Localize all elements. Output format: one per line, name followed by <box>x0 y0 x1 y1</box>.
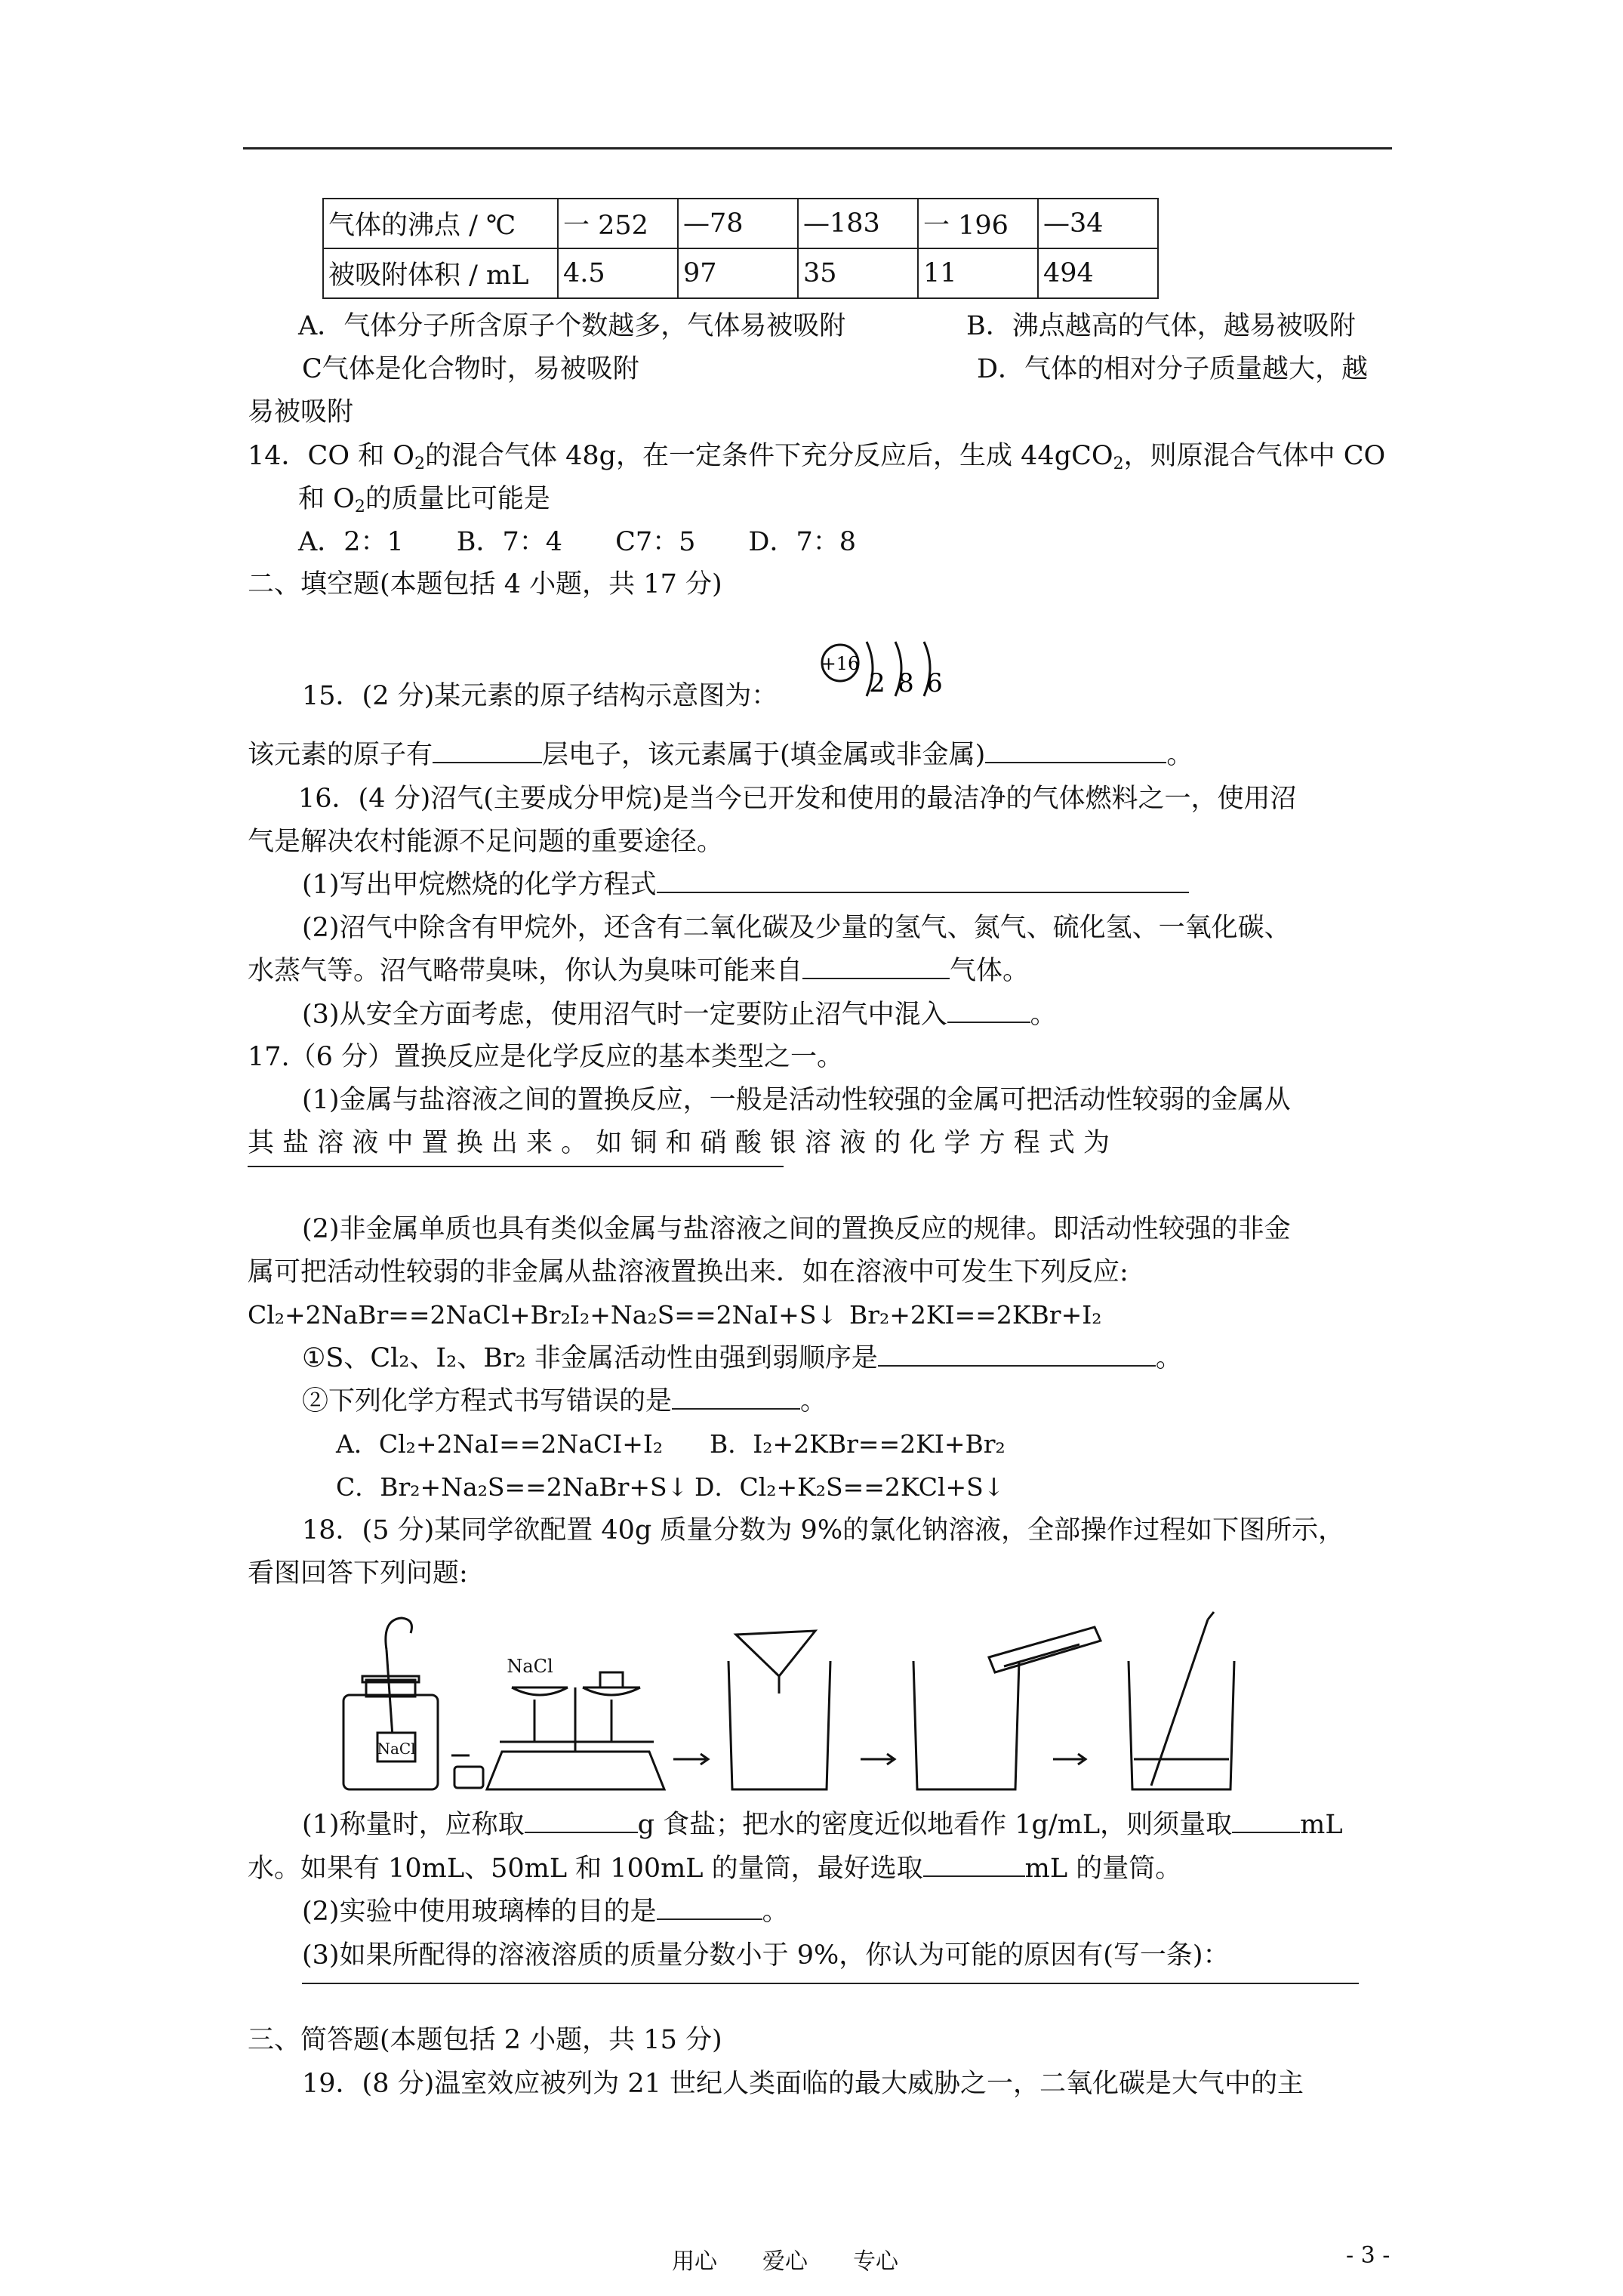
gas-data-table <box>322 198 1159 299</box>
q18-part1-cont <box>248 1851 1181 1887</box>
balance-label: NaCl <box>507 1656 553 1677</box>
balance-scale-icon <box>487 1656 664 1789</box>
bottle-label: NaCl <box>377 1740 416 1758</box>
answer-blank[interactable] <box>433 738 542 763</box>
q16-stem: 16．(4 分)沼气(主要成分甲烷)是当今已开发和使用的最洁净的气体燃料之一，使用沼 <box>298 784 1297 814</box>
table-cell: 被吸附体积 / mL <box>323 248 558 298</box>
reaction-1: Cl₂+2NaBr==2NaCl+Br₂ <box>248 1300 571 1330</box>
q17-option-b: B．I₂+2KBr==2KI+Br₂ <box>710 1429 1006 1459</box>
q14-text: ，则原混合气体中 CO <box>1123 441 1386 471</box>
q18-text: (2)实验中使用玻璃棒的目的是 <box>302 1897 657 1927</box>
q17-sub1 <box>302 1340 1182 1376</box>
q17-text: ①S、Cl₂、I₂、Br₂ 非金属活动性由强到弱顺序是 <box>302 1343 878 1373</box>
answer-blank[interactable] <box>947 997 1030 1023</box>
answer-blank[interactable] <box>802 954 950 979</box>
answer-blank[interactable] <box>302 1983 1359 1984</box>
table-cell: 一 196 <box>918 199 1038 248</box>
answer-blank[interactable] <box>985 738 1166 763</box>
q17-text: 。 <box>1155 1343 1182 1373</box>
atom-structure-diagram <box>814 631 965 714</box>
q17-option-d: D．Cl₂+K₂S==2KCl+S↓ <box>694 1472 1005 1502</box>
table-cell: 4.5 <box>558 248 678 298</box>
q17-option-a: A．Cl₂+2NaI==2NaCI+I₂ <box>336 1429 664 1459</box>
table-cell: —183 <box>798 199 918 248</box>
q19-stem: 19．(8 分)温室效应被列为 21 世纪人类面临的最大威胁之一，二氧化碳是大气中的主 <box>302 2069 1304 2099</box>
nucleus-charge: +16 <box>821 653 860 674</box>
shell-electrons: 8 <box>898 668 914 698</box>
q14-stem-cont <box>298 481 550 517</box>
q16-text: (3)从安全方面考虑，使用沼气时一定要防止沼气中混入 <box>302 1000 947 1030</box>
table-cell: —34 <box>1038 199 1158 248</box>
q18-part2 <box>302 1894 789 1930</box>
q16-part3 <box>302 997 1057 1033</box>
bottle-stopper-icon <box>454 1767 483 1788</box>
q16-text: 水蒸气等。沼气略带臭味，你认为臭味可能来自 <box>248 956 803 986</box>
q17-part2: (2)非金属单质也具有类似金属与盐溶液之间的置换反应的规律。即活动性较强的非金 <box>302 1214 1291 1244</box>
q18-part1 <box>302 1807 1343 1843</box>
q14-text: 的质量比可能是 <box>365 484 550 514</box>
q13-option-c: C气体是化合物时，易被吸附 <box>302 354 639 384</box>
q13-option-b: B．沸点越高的气体，越易被吸附 <box>966 311 1356 341</box>
beaker-with-funnel-icon <box>728 1631 830 1789</box>
beaker-pouring-icon <box>913 1627 1101 1789</box>
q13-option-d: D．气体的相对分子质量越大，越 <box>977 354 1369 384</box>
q14-options: A．2：1 B．7：4 C7：5 D．7：8 <box>298 527 856 557</box>
table-row <box>323 199 1158 248</box>
q18-stem-cont: 看图回答下列问题: <box>248 1558 468 1589</box>
q15-text: 15．(2 分)某元素的原子结构示意图为： <box>302 681 778 711</box>
q17-option-c: C．Br₂+Na₂S==2NaBr+S↓ <box>336 1472 688 1502</box>
table-cell: 494 <box>1038 248 1158 298</box>
q16-text: 。 <box>1030 1000 1057 1030</box>
q17-part1-cont: 其 盐 溶 液 中 置 换 出 来 。 如 铜 和 硝 酸 银 溶 液 的 化 学 方 程 式 为 <box>248 1128 1110 1158</box>
q14-stem <box>248 438 1385 474</box>
q15-question <box>248 737 1193 773</box>
q17-text: 。 <box>800 1386 827 1416</box>
q18-text: g 食盐；把水的密度近似地看作 1g/mL，则须量取 <box>637 1810 1233 1840</box>
answer-blank[interactable] <box>525 1808 638 1833</box>
table-cell: 一 252 <box>558 199 678 248</box>
subscript: 2 <box>414 455 425 473</box>
q14-text: 14．CO 和 O <box>248 441 414 471</box>
page-number: - 3 - <box>1346 2242 1390 2269</box>
table-cell: 11 <box>918 248 1038 298</box>
q17-part1: (1)金属与盐溶液之间的置换反应，一般是活动性较强的金属可把活动性较弱的金属从 <box>302 1085 1291 1115</box>
answer-blank[interactable] <box>923 1851 1025 1877</box>
q18-text: mL <box>1300 1810 1343 1840</box>
answer-blank[interactable] <box>657 1894 762 1920</box>
q15-text: 。 <box>1166 740 1193 770</box>
answer-blank[interactable] <box>1232 1808 1300 1833</box>
q18-text: mL 的量筒。 <box>1024 1854 1182 1884</box>
header-rule <box>243 147 1392 149</box>
reagent-bottle-icon <box>343 1618 438 1789</box>
subscript: 2 <box>354 498 365 516</box>
table-row <box>323 248 1158 298</box>
q15-text: 该元素的原子有 <box>248 740 433 770</box>
q16-part2-cont <box>248 953 1029 989</box>
answer-blank[interactable] <box>248 1166 784 1167</box>
q18-text: 。 <box>762 1897 789 1927</box>
answer-blank[interactable] <box>672 1384 800 1410</box>
table-cell: 35 <box>798 248 918 298</box>
q17-part2-cont: 属可把活动性较弱的非金属从盐溶液置换出来．如在溶液中可发生下列反应: <box>248 1257 1129 1287</box>
q15-text: 层电子，该元素属于(填金属或非金属) <box>542 740 986 770</box>
q14-text: 的混合气体 48g，在一定条件下充分反应后，生成 44gCO <box>424 441 1113 471</box>
answer-blank[interactable] <box>657 868 1189 893</box>
section-3-heading: 三、简答题(本题包括 2 小题，共 15 分) <box>248 2025 722 2055</box>
q18-part3: (3)如果所配得的溶液溶质的质量分数小于 9%，你认为可能的原因有(写一条)： <box>302 1940 1230 1971</box>
subscript: 2 <box>1113 455 1124 473</box>
section-2-heading: 二、填空题(本题包括 4 小题，共 17 分) <box>248 569 722 599</box>
q17-title: 17.（6 分）置换反应是化学反应的基本类型之一。 <box>248 1042 844 1072</box>
reaction-2: I₂+Na₂S==2NaI+S↓ <box>570 1300 838 1330</box>
q16-stem-cont: 气是解决农村能源不足问题的重要途径。 <box>248 827 724 857</box>
q18-text: 水。如果有 10mL、50mL 和 100mL 的量筒，最好选取 <box>248 1854 923 1884</box>
q16-text: 气体。 <box>950 956 1030 986</box>
shell-electrons: 2 <box>869 668 885 698</box>
footer-motto: 用心 爱心 专心 <box>672 2248 898 2275</box>
q16-part1 <box>302 867 1189 903</box>
solution-preparation-diagram <box>332 1604 1336 1797</box>
q18-stem: 18．(5 分)某同学欲配置 40g 质量分数为 9%的氯化钠溶液，全部操作过程如下图所示， <box>302 1515 1345 1546</box>
q17-sub2 <box>302 1383 827 1419</box>
q17-text: ②下列化学方程式书写错误的是 <box>302 1386 673 1416</box>
q18-text: (1)称量时，应称取 <box>302 1810 525 1840</box>
beaker-stirring-icon <box>1129 1612 1234 1789</box>
q14-text: 和 O <box>298 484 355 514</box>
shell-electrons: 6 <box>926 668 943 698</box>
q16-text: (1)写出甲烷燃烧的化学方程式 <box>302 870 657 900</box>
table-cell: 97 <box>678 248 798 298</box>
table-cell: 气体的沸点 / ℃ <box>323 199 558 248</box>
reaction-3: Br₂+2KI==2KBr+I₂ <box>849 1300 1102 1330</box>
q13-option-d-cont: 易被吸附 <box>248 397 354 427</box>
q16-part2: (2)沼气中除含有甲烷外，还含有二氧化碳及少量的氢气、氮气、硫化氢、一氧化碳、 <box>302 913 1291 943</box>
answer-blank[interactable] <box>878 1341 1156 1367</box>
q13-option-a: A．气体分子所含原子个数越多，气体易被吸附 <box>298 311 846 341</box>
table-cell: —78 <box>678 199 798 248</box>
